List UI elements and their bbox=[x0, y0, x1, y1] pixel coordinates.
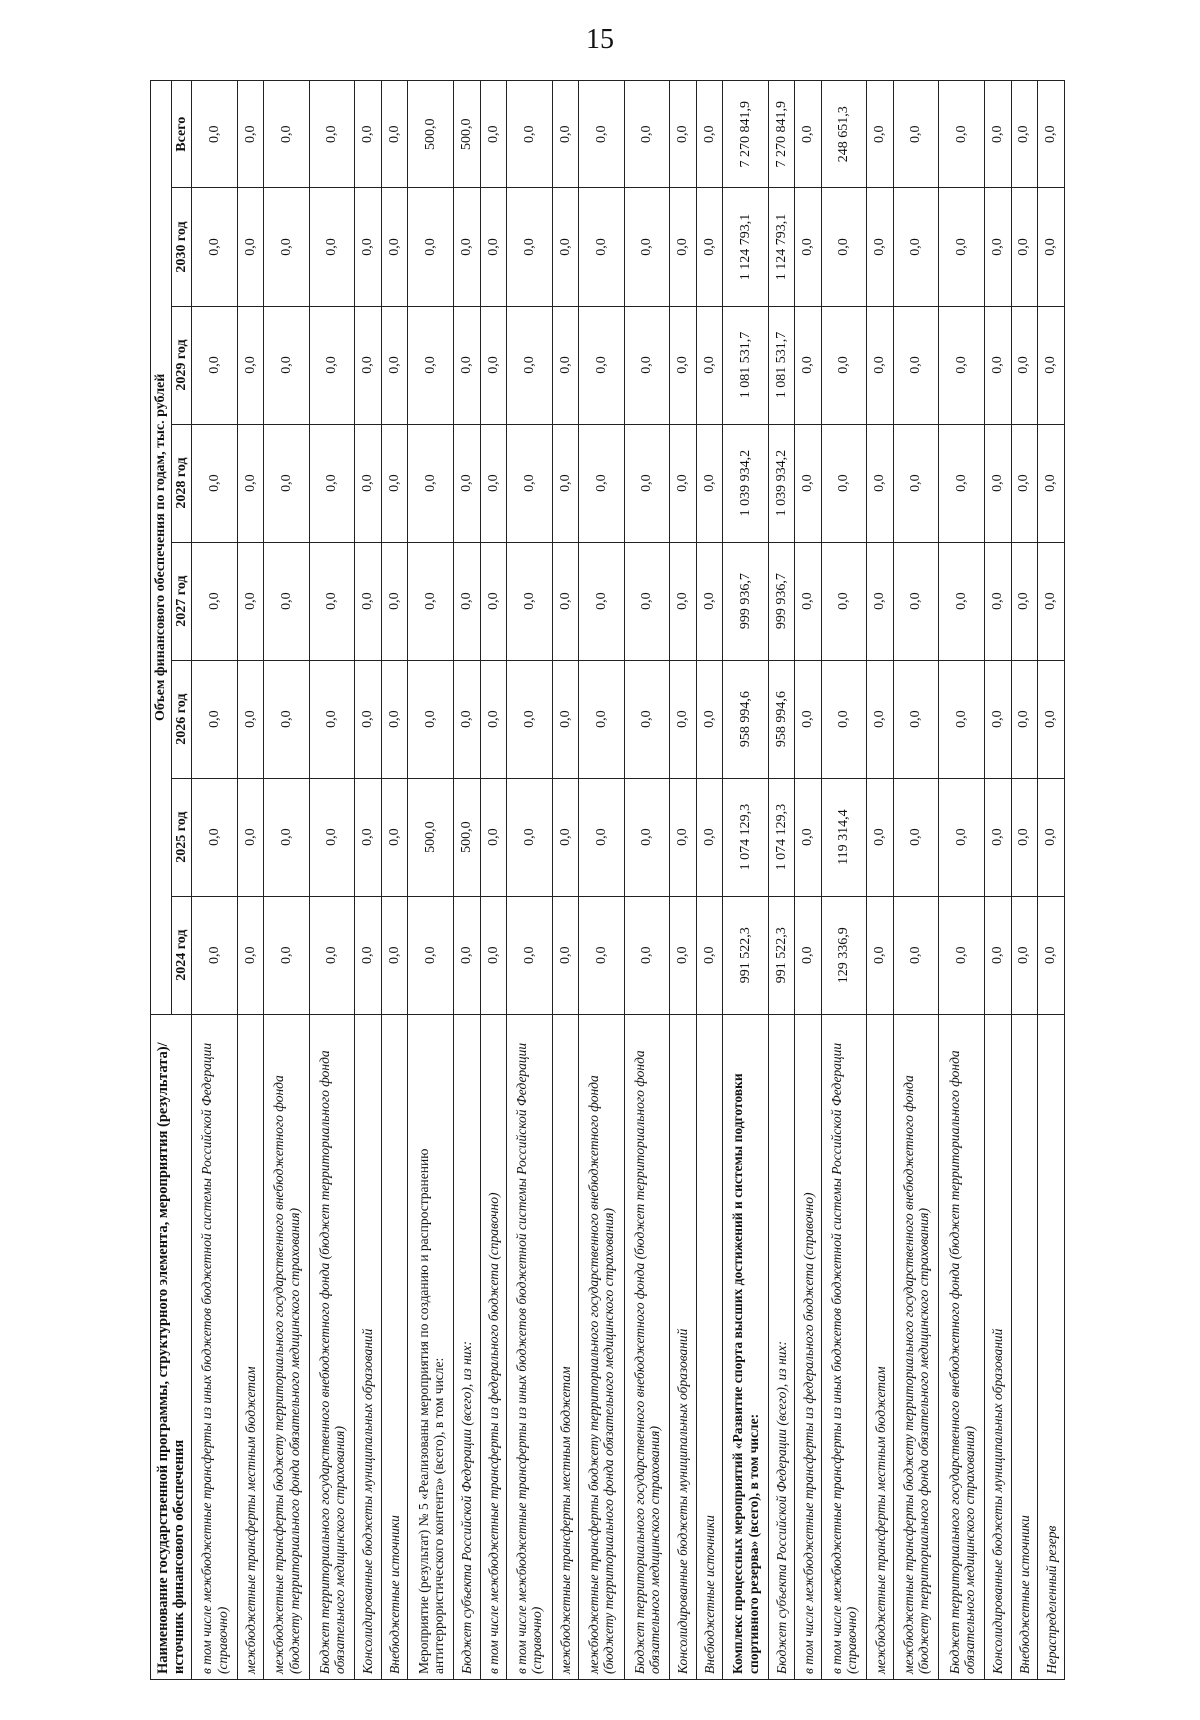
row-value-cell: 0,0 bbox=[507, 542, 552, 660]
row-value-cell: 0,0 bbox=[696, 188, 723, 306]
row-value-cell: 0,0 bbox=[696, 306, 723, 424]
row-value-cell: 0,0 bbox=[670, 660, 697, 778]
row-value-cell: 0,0 bbox=[552, 660, 579, 778]
row-value-cell: 0,0 bbox=[1038, 778, 1065, 896]
row-value-cell: 0,0 bbox=[696, 542, 723, 660]
row-value-cell: 0,0 bbox=[939, 896, 984, 1014]
row-value-cell: 0,0 bbox=[507, 660, 552, 778]
row-value-cell: 0,0 bbox=[453, 424, 480, 542]
row-value-cell: 0,0 bbox=[355, 306, 382, 424]
row-total-cell: 7 270 841,9 bbox=[768, 81, 795, 188]
row-value-cell: 0,0 bbox=[381, 306, 408, 424]
row-value-cell: 0,0 bbox=[579, 306, 624, 424]
row-value-cell: 0,0 bbox=[867, 660, 894, 778]
row-value-cell: 0,0 bbox=[579, 660, 624, 778]
row-value-cell: 0,0 bbox=[507, 188, 552, 306]
rotated-table-container bbox=[150, 80, 1065, 1680]
row-value-cell: 0,0 bbox=[984, 542, 1011, 660]
header-name-cell: Наименование государственной программы, структурного элемента, мероприятия (результата)/источник финансового обеспечения bbox=[151, 1014, 192, 1679]
row-value-cell: 0,0 bbox=[894, 660, 939, 778]
row-value-cell: 0,0 bbox=[624, 542, 669, 660]
row-value-cell: 0,0 bbox=[867, 778, 894, 896]
table-row bbox=[309, 81, 354, 1680]
row-name-cell: межбюджетные трансферты местным бюджетам bbox=[237, 1014, 264, 1679]
row-total-cell: 0,0 bbox=[1011, 81, 1038, 188]
row-value-cell: 0,0 bbox=[696, 660, 723, 778]
row-value-cell: 129 336,9 bbox=[822, 896, 867, 1014]
row-value-cell: 0,0 bbox=[984, 306, 1011, 424]
row-value-cell: 0,0 bbox=[795, 542, 822, 660]
row-value-cell: 0,0 bbox=[894, 542, 939, 660]
row-value-cell: 0,0 bbox=[355, 424, 382, 542]
row-value-cell: 0,0 bbox=[552, 188, 579, 306]
row-value-cell: 0,0 bbox=[264, 896, 309, 1014]
row-value-cell: 0,0 bbox=[984, 660, 1011, 778]
table-header bbox=[151, 81, 192, 1680]
row-value-cell: 0,0 bbox=[453, 542, 480, 660]
row-value-cell: 1 039 934,2 bbox=[768, 424, 795, 542]
row-value-cell: 0,0 bbox=[795, 896, 822, 1014]
row-value-cell: 0,0 bbox=[552, 896, 579, 1014]
row-value-cell: 0,0 bbox=[1011, 660, 1038, 778]
row-value-cell: 0,0 bbox=[192, 188, 237, 306]
row-value-cell: 0,0 bbox=[670, 306, 697, 424]
row-value-cell: 0,0 bbox=[579, 778, 624, 896]
row-name-cell: в том числе межбюджетные трансферты из федерального бюджета (справочно) bbox=[795, 1014, 822, 1679]
row-value-cell: 958 994,6 bbox=[768, 660, 795, 778]
row-value-cell: 0,0 bbox=[552, 778, 579, 896]
row-total-cell: 0,0 bbox=[894, 81, 939, 188]
row-value-cell: 0,0 bbox=[1011, 896, 1038, 1014]
row-name-cell: Бюджет субъекта Российской Федерации (всего), из них: bbox=[768, 1014, 795, 1679]
row-total-cell: 500,0 bbox=[453, 81, 480, 188]
rotated-table-frame bbox=[150, 80, 1065, 1680]
row-name-cell: Мероприятие (результат) № 5 «Реализованы мероприятия по созданию и распространению антитеррористического контента» (всего), в том числе: bbox=[408, 1014, 453, 1679]
row-value-cell: 0,0 bbox=[1038, 188, 1065, 306]
row-value-cell: 0,0 bbox=[984, 424, 1011, 542]
row-value-cell: 999 936,7 bbox=[768, 542, 795, 660]
table-row bbox=[1038, 81, 1065, 1680]
row-value-cell: 0,0 bbox=[822, 306, 867, 424]
row-value-cell: 0,0 bbox=[939, 424, 984, 542]
row-value-cell: 0,0 bbox=[453, 306, 480, 424]
row-value-cell: 0,0 bbox=[480, 660, 507, 778]
row-value-cell: 0,0 bbox=[624, 188, 669, 306]
row-value-cell: 0,0 bbox=[355, 542, 382, 660]
row-value-cell: 0,0 bbox=[984, 896, 1011, 1014]
row-value-cell: 0,0 bbox=[939, 306, 984, 424]
row-value-cell: 0,0 bbox=[624, 896, 669, 1014]
row-total-cell: 0,0 bbox=[507, 81, 552, 188]
row-value-cell: 0,0 bbox=[696, 896, 723, 1014]
row-value-cell: 0,0 bbox=[309, 778, 354, 896]
row-value-cell: 0,0 bbox=[355, 778, 382, 896]
row-value-cell: 0,0 bbox=[579, 542, 624, 660]
row-value-cell: 0,0 bbox=[795, 306, 822, 424]
row-name-cell: в том числе межбюджетные трансферты из иных бюджетов бюджетной системы Российской Федерации (справочно) bbox=[507, 1014, 552, 1679]
row-value-cell: 1 124 793,1 bbox=[723, 188, 768, 306]
row-value-cell: 0,0 bbox=[1011, 188, 1038, 306]
row-value-cell: 0,0 bbox=[192, 896, 237, 1014]
row-value-cell: 0,0 bbox=[822, 424, 867, 542]
row-value-cell: 0,0 bbox=[1038, 660, 1065, 778]
row-value-cell: 0,0 bbox=[1011, 542, 1038, 660]
row-value-cell: 0,0 bbox=[822, 660, 867, 778]
table-row bbox=[453, 81, 480, 1680]
row-value-cell: 0,0 bbox=[237, 424, 264, 542]
row-value-cell: 0,0 bbox=[1011, 306, 1038, 424]
row-value-cell: 0,0 bbox=[381, 424, 408, 542]
row-value-cell: 0,0 bbox=[309, 306, 354, 424]
row-value-cell: 991 522,3 bbox=[768, 896, 795, 1014]
row-value-cell: 0,0 bbox=[237, 542, 264, 660]
row-value-cell: 0,0 bbox=[355, 660, 382, 778]
row-value-cell: 0,0 bbox=[264, 424, 309, 542]
row-value-cell: 0,0 bbox=[480, 306, 507, 424]
row-total-cell: 0,0 bbox=[381, 81, 408, 188]
row-value-cell: 0,0 bbox=[939, 188, 984, 306]
row-value-cell: 999 936,7 bbox=[723, 542, 768, 660]
row-value-cell: 119 314,4 bbox=[822, 778, 867, 896]
row-value-cell: 0,0 bbox=[237, 306, 264, 424]
row-value-cell: 0,0 bbox=[1038, 424, 1065, 542]
row-value-cell: 0,0 bbox=[480, 896, 507, 1014]
row-value-cell: 0,0 bbox=[624, 424, 669, 542]
row-value-cell: 0,0 bbox=[408, 424, 453, 542]
header-year-cell: 2028 год bbox=[171, 424, 192, 542]
row-total-cell: 0,0 bbox=[670, 81, 697, 188]
row-value-cell: 0,0 bbox=[408, 660, 453, 778]
row-value-cell: 0,0 bbox=[1011, 778, 1038, 896]
row-value-cell: 0,0 bbox=[192, 778, 237, 896]
row-value-cell: 0,0 bbox=[264, 778, 309, 896]
row-value-cell: 0,0 bbox=[984, 778, 1011, 896]
row-name-cell: межбюджетные трансферты бюджету территориального государственного внебюджетного фонда (бюджету территориального фонда обязательного медицинского страхования) bbox=[264, 1014, 309, 1679]
row-value-cell: 0,0 bbox=[237, 778, 264, 896]
row-value-cell: 0,0 bbox=[381, 896, 408, 1014]
row-value-cell: 0,0 bbox=[309, 542, 354, 660]
table-row bbox=[768, 81, 795, 1680]
row-value-cell: 0,0 bbox=[355, 896, 382, 1014]
row-name-cell: межбюджетные трансферты местным бюджетам bbox=[867, 1014, 894, 1679]
row-value-cell: 0,0 bbox=[192, 542, 237, 660]
row-value-cell: 0,0 bbox=[939, 542, 984, 660]
table-row bbox=[984, 81, 1011, 1680]
row-value-cell: 0,0 bbox=[624, 660, 669, 778]
row-name-cell: в том числе межбюджетные трансферты из иных бюджетов бюджетной системы Российской Федерации (справочно) bbox=[822, 1014, 867, 1679]
row-value-cell: 0,0 bbox=[795, 188, 822, 306]
header-year-cell: 2030 год bbox=[171, 188, 192, 306]
row-value-cell: 0,0 bbox=[696, 778, 723, 896]
row-value-cell: 0,0 bbox=[822, 188, 867, 306]
row-name-cell: Внебюджетные источники bbox=[696, 1014, 723, 1679]
row-value-cell: 0,0 bbox=[1038, 896, 1065, 1014]
row-total-cell: 0,0 bbox=[309, 81, 354, 188]
row-value-cell: 1 081 531,7 bbox=[723, 306, 768, 424]
row-name-cell: Консолидированные бюджеты муниципальных образований bbox=[984, 1014, 1011, 1679]
row-value-cell: 0,0 bbox=[894, 896, 939, 1014]
row-value-cell: 0,0 bbox=[670, 896, 697, 1014]
row-value-cell: 0,0 bbox=[867, 306, 894, 424]
header-year-cell: 2025 год bbox=[171, 778, 192, 896]
row-value-cell: 0,0 bbox=[552, 306, 579, 424]
table-row bbox=[1011, 81, 1038, 1680]
row-name-cell: межбюджетные трансферты бюджету территориального государственного внебюджетного фонда (бюджету территориального фонда обязательного медицинского страхования) bbox=[579, 1014, 624, 1679]
row-name-cell: Внебюджетные источники bbox=[1011, 1014, 1038, 1679]
row-value-cell: 0,0 bbox=[453, 896, 480, 1014]
row-value-cell: 0,0 bbox=[867, 188, 894, 306]
row-value-cell: 991 522,3 bbox=[723, 896, 768, 1014]
row-value-cell: 0,0 bbox=[381, 542, 408, 660]
row-value-cell: 0,0 bbox=[696, 424, 723, 542]
row-name-cell: в том числе межбюджетные трансферты из иных бюджетов бюджетной системы Российской Федерации (справочно) bbox=[192, 1014, 237, 1679]
row-total-cell: 0,0 bbox=[624, 81, 669, 188]
row-name-cell: в том числе межбюджетные трансферты из федерального бюджета (справочно) bbox=[480, 1014, 507, 1679]
row-value-cell: 0,0 bbox=[480, 542, 507, 660]
row-value-cell: 1 124 793,1 bbox=[768, 188, 795, 306]
table-row bbox=[192, 81, 237, 1680]
row-name-cell: Бюджет субъекта Российской Федерации (всего), из них: bbox=[453, 1014, 480, 1679]
row-value-cell: 0,0 bbox=[894, 778, 939, 896]
row-value-cell: 0,0 bbox=[309, 660, 354, 778]
row-total-cell: 0,0 bbox=[264, 81, 309, 188]
header-year-cell: 2027 год bbox=[171, 542, 192, 660]
row-value-cell: 1 039 934,2 bbox=[723, 424, 768, 542]
row-value-cell: 1 081 531,7 bbox=[768, 306, 795, 424]
row-value-cell: 1 074 129,3 bbox=[768, 778, 795, 896]
financing-table bbox=[150, 80, 1065, 1680]
row-value-cell: 0,0 bbox=[355, 188, 382, 306]
row-value-cell: 0,0 bbox=[670, 542, 697, 660]
row-name-cell: Бюджет территориального государственного внебюджетного фонда (бюджет территориального фонда обязательного медицинского страхования) bbox=[309, 1014, 354, 1679]
row-name-cell: Консолидированные бюджеты муниципальных образований bbox=[355, 1014, 382, 1679]
row-value-cell: 0,0 bbox=[237, 188, 264, 306]
row-value-cell: 0,0 bbox=[507, 424, 552, 542]
row-value-cell: 0,0 bbox=[309, 188, 354, 306]
row-value-cell: 0,0 bbox=[480, 778, 507, 896]
header-year-cell: 2029 год bbox=[171, 306, 192, 424]
row-value-cell: 0,0 bbox=[264, 306, 309, 424]
row-name-cell: Комплекс процессных мероприятий «Развитие спорта высших достижений и системы подготовки спортивного резерва» (всего), в том числе: bbox=[723, 1014, 768, 1679]
row-value-cell: 0,0 bbox=[894, 424, 939, 542]
row-total-cell: 0,0 bbox=[795, 81, 822, 188]
row-value-cell: 0,0 bbox=[381, 188, 408, 306]
row-value-cell: 0,0 bbox=[579, 188, 624, 306]
table-row bbox=[355, 81, 382, 1680]
table-row bbox=[480, 81, 507, 1680]
row-name-cell: Бюджет территориального государственного внебюджетного фонда (бюджет территориального фонда обязательного медицинского страхования) bbox=[624, 1014, 669, 1679]
table-row bbox=[894, 81, 939, 1680]
row-value-cell: 0,0 bbox=[192, 306, 237, 424]
row-total-cell: 0,0 bbox=[579, 81, 624, 188]
table-row bbox=[552, 81, 579, 1680]
table-row bbox=[381, 81, 408, 1680]
row-value-cell: 0,0 bbox=[939, 660, 984, 778]
row-value-cell: 0,0 bbox=[480, 188, 507, 306]
header-row-group bbox=[151, 81, 172, 1680]
row-value-cell: 500,0 bbox=[453, 778, 480, 896]
row-value-cell: 0,0 bbox=[237, 896, 264, 1014]
row-value-cell: 0,0 bbox=[507, 778, 552, 896]
row-value-cell: 0,0 bbox=[867, 896, 894, 1014]
row-value-cell: 0,0 bbox=[381, 778, 408, 896]
header-year-cell: 2024 год bbox=[171, 896, 192, 1014]
table-row bbox=[264, 81, 309, 1680]
row-value-cell: 0,0 bbox=[507, 306, 552, 424]
row-name-cell: межбюджетные трансферты местным бюджетам bbox=[552, 1014, 579, 1679]
row-total-cell: 0,0 bbox=[939, 81, 984, 188]
row-value-cell: 0,0 bbox=[867, 542, 894, 660]
row-total-cell: 0,0 bbox=[237, 81, 264, 188]
row-value-cell: 0,0 bbox=[579, 896, 624, 1014]
row-value-cell: 0,0 bbox=[1038, 542, 1065, 660]
row-value-cell: 0,0 bbox=[894, 306, 939, 424]
table-row bbox=[822, 81, 867, 1680]
row-total-cell: 0,0 bbox=[984, 81, 1011, 188]
table-row bbox=[723, 81, 768, 1680]
row-value-cell: 0,0 bbox=[264, 660, 309, 778]
row-value-cell: 500,0 bbox=[408, 778, 453, 896]
row-value-cell: 0,0 bbox=[309, 896, 354, 1014]
row-value-cell: 0,0 bbox=[984, 188, 1011, 306]
row-value-cell: 0,0 bbox=[408, 188, 453, 306]
row-total-cell: 0,0 bbox=[552, 81, 579, 188]
row-total-cell: 0,0 bbox=[867, 81, 894, 188]
table-row bbox=[696, 81, 723, 1680]
page-number: 15 bbox=[586, 24, 614, 55]
row-value-cell: 0,0 bbox=[867, 424, 894, 542]
row-value-cell: 0,0 bbox=[624, 306, 669, 424]
table-row bbox=[624, 81, 669, 1680]
row-value-cell: 0,0 bbox=[408, 542, 453, 660]
row-value-cell: 0,0 bbox=[381, 660, 408, 778]
row-value-cell: 0,0 bbox=[670, 424, 697, 542]
row-value-cell: 0,0 bbox=[453, 660, 480, 778]
row-total-cell: 0,0 bbox=[192, 81, 237, 188]
row-total-cell: 0,0 bbox=[696, 81, 723, 188]
row-value-cell: 0,0 bbox=[408, 306, 453, 424]
table-row bbox=[867, 81, 894, 1680]
row-value-cell: 0,0 bbox=[795, 778, 822, 896]
row-total-cell: 0,0 bbox=[480, 81, 507, 188]
row-value-cell: 0,0 bbox=[822, 542, 867, 660]
row-total-cell: 248 651,3 bbox=[822, 81, 867, 188]
row-value-cell: 0,0 bbox=[507, 896, 552, 1014]
row-value-cell: 0,0 bbox=[795, 424, 822, 542]
table-body bbox=[192, 81, 1065, 1680]
row-value-cell: 0,0 bbox=[192, 424, 237, 542]
row-value-cell: 958 994,6 bbox=[723, 660, 768, 778]
row-value-cell: 0,0 bbox=[624, 778, 669, 896]
row-value-cell: 0,0 bbox=[552, 424, 579, 542]
row-name-cell: Бюджет территориального государственного внебюджетного фонда (бюджет территориального фонда обязательного медицинского страхования) bbox=[939, 1014, 984, 1679]
row-value-cell: 0,0 bbox=[1011, 424, 1038, 542]
table-row bbox=[579, 81, 624, 1680]
header-total-cell: Всего bbox=[171, 81, 192, 188]
row-value-cell: 0,0 bbox=[309, 424, 354, 542]
row-value-cell: 0,0 bbox=[552, 542, 579, 660]
row-value-cell: 0,0 bbox=[795, 660, 822, 778]
table-row bbox=[939, 81, 984, 1680]
row-value-cell: 0,0 bbox=[670, 778, 697, 896]
row-value-cell: 0,0 bbox=[264, 188, 309, 306]
row-name-cell: Консолидированные бюджеты муниципальных образований bbox=[670, 1014, 697, 1679]
row-value-cell: 0,0 bbox=[453, 188, 480, 306]
row-name-cell: Нераспределенный резерв bbox=[1038, 1014, 1065, 1679]
table-row bbox=[670, 81, 697, 1680]
row-name-cell: Внебюджетные источники bbox=[381, 1014, 408, 1679]
row-total-cell: 7 270 841,9 bbox=[723, 81, 768, 188]
table-row bbox=[408, 81, 453, 1680]
table-row bbox=[237, 81, 264, 1680]
table-row bbox=[795, 81, 822, 1680]
header-year-cell: 2026 год bbox=[171, 660, 192, 778]
row-value-cell: 0,0 bbox=[579, 424, 624, 542]
table-row bbox=[507, 81, 552, 1680]
row-value-cell: 0,0 bbox=[264, 542, 309, 660]
row-value-cell: 0,0 bbox=[408, 896, 453, 1014]
row-total-cell: 0,0 bbox=[355, 81, 382, 188]
row-total-cell: 500,0 bbox=[408, 81, 453, 188]
header-group-cell: Объем финансового обеспечения по годам, тыс. рублей bbox=[151, 81, 172, 1015]
row-value-cell: 1 074 129,3 bbox=[723, 778, 768, 896]
row-value-cell: 0,0 bbox=[237, 660, 264, 778]
row-total-cell: 0,0 bbox=[1038, 81, 1065, 188]
row-value-cell: 0,0 bbox=[480, 424, 507, 542]
row-name-cell: межбюджетные трансферты бюджету территориального государственного внебюджетного фонда (бюджету территориального фонда обязательного медицинского страхования) bbox=[894, 1014, 939, 1679]
row-value-cell: 0,0 bbox=[192, 660, 237, 778]
row-value-cell: 0,0 bbox=[1038, 306, 1065, 424]
row-value-cell: 0,0 bbox=[939, 778, 984, 896]
row-value-cell: 0,0 bbox=[670, 188, 697, 306]
row-value-cell: 0,0 bbox=[894, 188, 939, 306]
